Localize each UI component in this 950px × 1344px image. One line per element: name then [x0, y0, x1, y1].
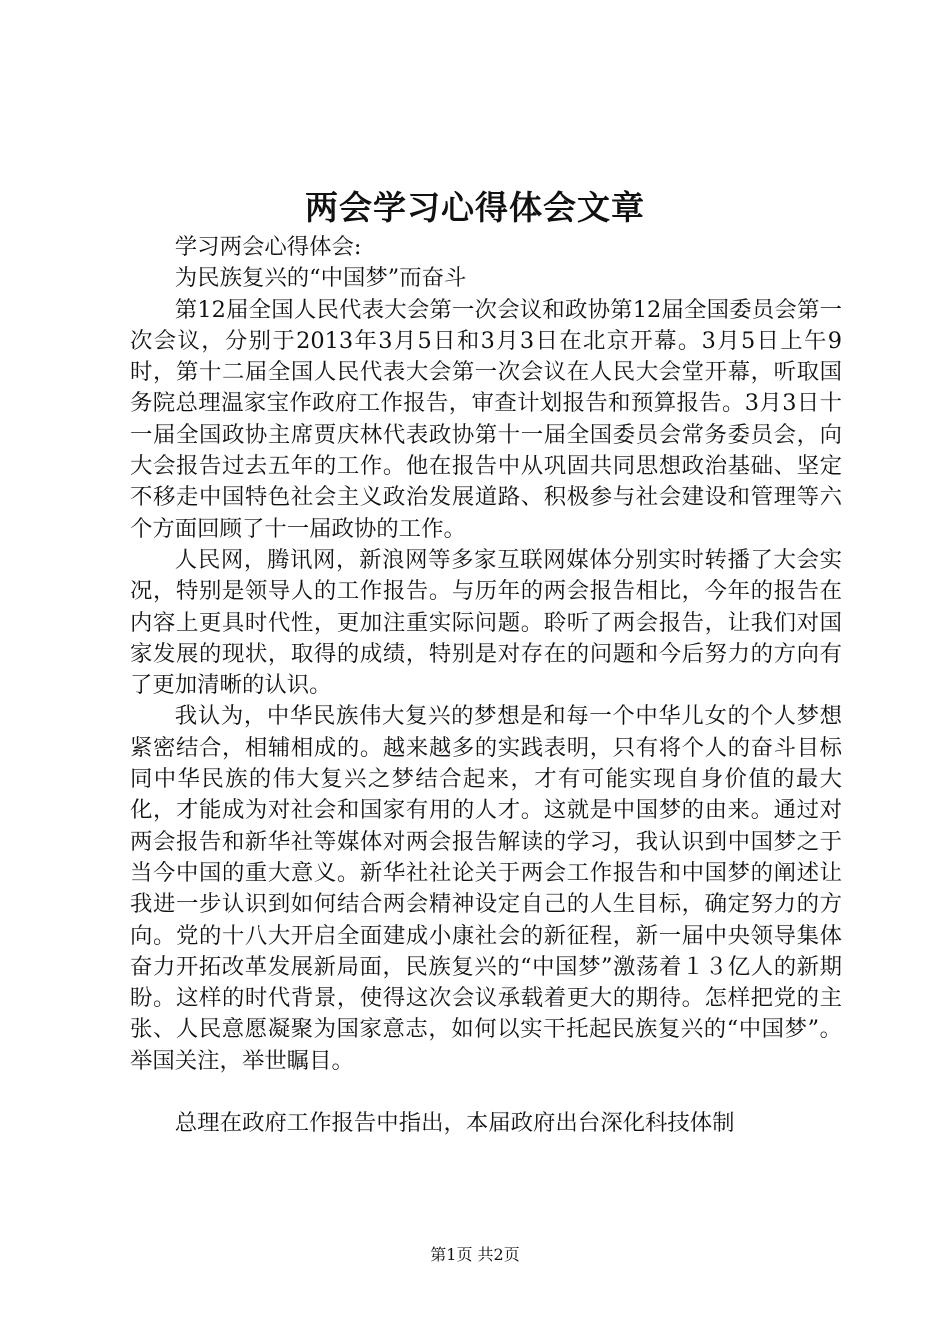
document-body — [130, 232, 842, 1139]
page-number: 第1页 共2页 — [430, 1245, 520, 1264]
paragraph: 第12届全国人民代表大会第一次会议和政协第12届全国委员会第一次会议，分别于2013年3月5日和3月3日在北京开幕。3月5日上午9时，第十二届全国人民代表大会第一次会议在人民大会堂开幕，听取国务院总理温家宝作政府工作报告，审查计划报告和预算报告。3月3日十一届全国政协主席贾庆林代表政协第十一届全国委员会常务委员会，向大会报告过去五年的工作。他在报告中从巩固共同思想政治基础、坚定不移走中国特色社会主义政治发展道路、积极参与社会建设和管理等六个方面回顾了十一届政协的工作。 — [130, 296, 842, 542]
document-title: 两会学习心得体会文章 — [305, 188, 645, 227]
paragraph-subtitle: 为民族复兴的“中国梦”而奋斗 — [174, 265, 467, 292]
paragraph-heading: 学习两会心得体会: — [174, 234, 362, 260]
paragraph: 我认为，中华民族伟大复兴的梦想是和每一个中华儿女的个人梦想紧密结合，相辅相成的。越来越多的实践表明，只有将个人的奋斗目标同中华民族的伟大复兴之梦结合起来，才有可能实现自身价值的最大化，才能成为对社会和国家有用的人才。这就是中国梦的由来。通过对两会报告和新华社等媒体对两会报告解读的学习，我认识到中国梦之于当今中国的重大意义。新华社社论关于两会工作报告和中国梦的阐述让我进一步认识到如何结合两会精神设定自己的人生目标，确定努力的方向。党的十八大开启全面建成小康社会的新征程，新一届中央领导集体奋力开拓改革发展新局面，民族复兴的“中国梦”激荡着１３亿人的新期盼。这样的时代背景，使得这次会议承载着更大的期待。怎样把党的主张、人民意愿凝聚为国家意志，如何以实干托起民族复兴的“中国梦”。举国关注，举世瞩目。 — [130, 703, 842, 1074]
paragraph: 人民网，腾讯网，新浪网等多家互联网媒体分别实时转播了大会实况，特别是领导人的工作报告。与历年的两会报告相比，今年的报告在内容上更具时代性，更加注重实际问题。聆听了两会报告，让我们对国家发展的现状，取得的成绩，特别是对存在的问题和今后努力的方向有了更加清晰的认识。 — [130, 546, 842, 699]
paragraph: 总理在政府工作报告中指出，本届政府出台深化科技体制 — [174, 1110, 735, 1137]
